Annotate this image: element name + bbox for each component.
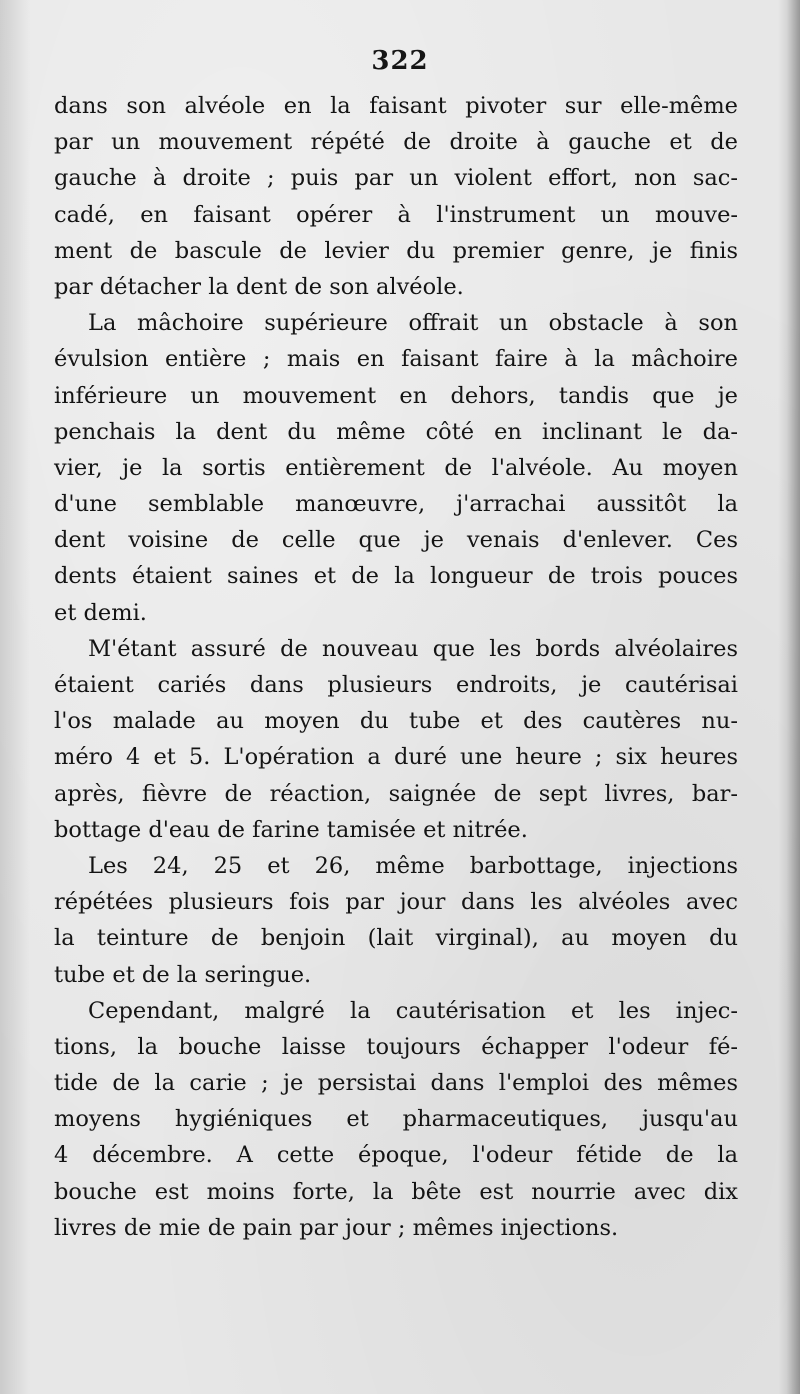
text-line: tide de la carie ; je persistai dans l'emploi des mêmes: [54, 1070, 738, 1097]
text-line: méro 4 et 5. L'opération a duré une heure ; six heures: [54, 744, 738, 771]
text-line: étaient cariés dans plusieurs endroits, je cautérisai: [54, 672, 738, 698]
text-line: la teinture de benjoin (lait virginal), au moyen du: [54, 925, 738, 952]
text-line: M'étant assuré de nouveau que les bords alvéolaires: [88, 635, 738, 662]
text-line: Les 24, 25 et 26, même barbottage, injections: [88, 852, 738, 879]
text-line: 4 décembre. A cette époque, l'odeur fétide de la: [54, 1142, 738, 1169]
text-line: l'os malade au moyen du tube et des cautères nu-: [54, 708, 738, 735]
text-line: d'une semblable manœuvre, j'arrachai aussitôt la: [54, 491, 738, 518]
text-line: après, fièvre de réaction, saignée de sept livres, bar-: [54, 780, 738, 807]
page-edge-shadow: [778, 0, 800, 1394]
text-line: tube et de la seringue.: [54, 961, 312, 988]
text-line: tions, la bouche laisse toujours échapper l'odeur fé-: [54, 1033, 738, 1060]
text-line: vier, je la sortis entièrement de l'alvéole. Au moyen: [54, 454, 738, 481]
text-line: répétées plusieurs fois par jour dans les alvéoles avec: [54, 889, 738, 916]
page-number: 322: [371, 46, 429, 76]
text-line: dans son alvéole en la faisant pivoter sur elle-même: [54, 93, 738, 119]
text-line: La mâchoire supérieure offrait un obstacle à son: [88, 310, 738, 337]
text-line: livres de mie de pain par jour ; mêmes injections.: [54, 1214, 619, 1241]
text-line: dents étaient saines et de la longueur de trois pouces: [54, 563, 738, 590]
text-line: dent voisine de celle que je venais d'enlever. Ces: [54, 527, 738, 554]
text-line: bottage d'eau de farine tamisée et nitrée.: [54, 816, 528, 843]
text-line: et demi.: [54, 599, 147, 626]
text-line: penchais la dent du même côté en inclinant le da-: [54, 418, 738, 445]
page-gutter-shadow: [0, 0, 30, 1394]
text-line: inférieure un mouvement en dehors, tandis que je: [54, 382, 738, 409]
text-line: moyens hygiéniques et pharmaceutiques, jusqu'au: [54, 1106, 738, 1133]
text-line: par détacher la dent de son alvéole.: [54, 273, 464, 300]
text-line: gauche à droite ; puis par un violent effort, non sac-: [54, 165, 738, 192]
body-text: [54, 88, 738, 1246]
text-line: bouche est moins forte, la bête est nourrie avec dix: [54, 1178, 738, 1205]
text-line: ment de bascule de levier du premier genre, je finis: [54, 237, 738, 264]
text-line: Cependant, malgré la cautérisation et les injec-: [88, 997, 738, 1024]
text-line: par un mouvement répété de droite à gauche et de: [54, 129, 738, 156]
text-line: évulsion entière ; mais en faisant faire à la mâchoire: [54, 346, 738, 373]
text-line: cadé, en faisant opérer à l'instrument un mouve-: [54, 201, 738, 228]
